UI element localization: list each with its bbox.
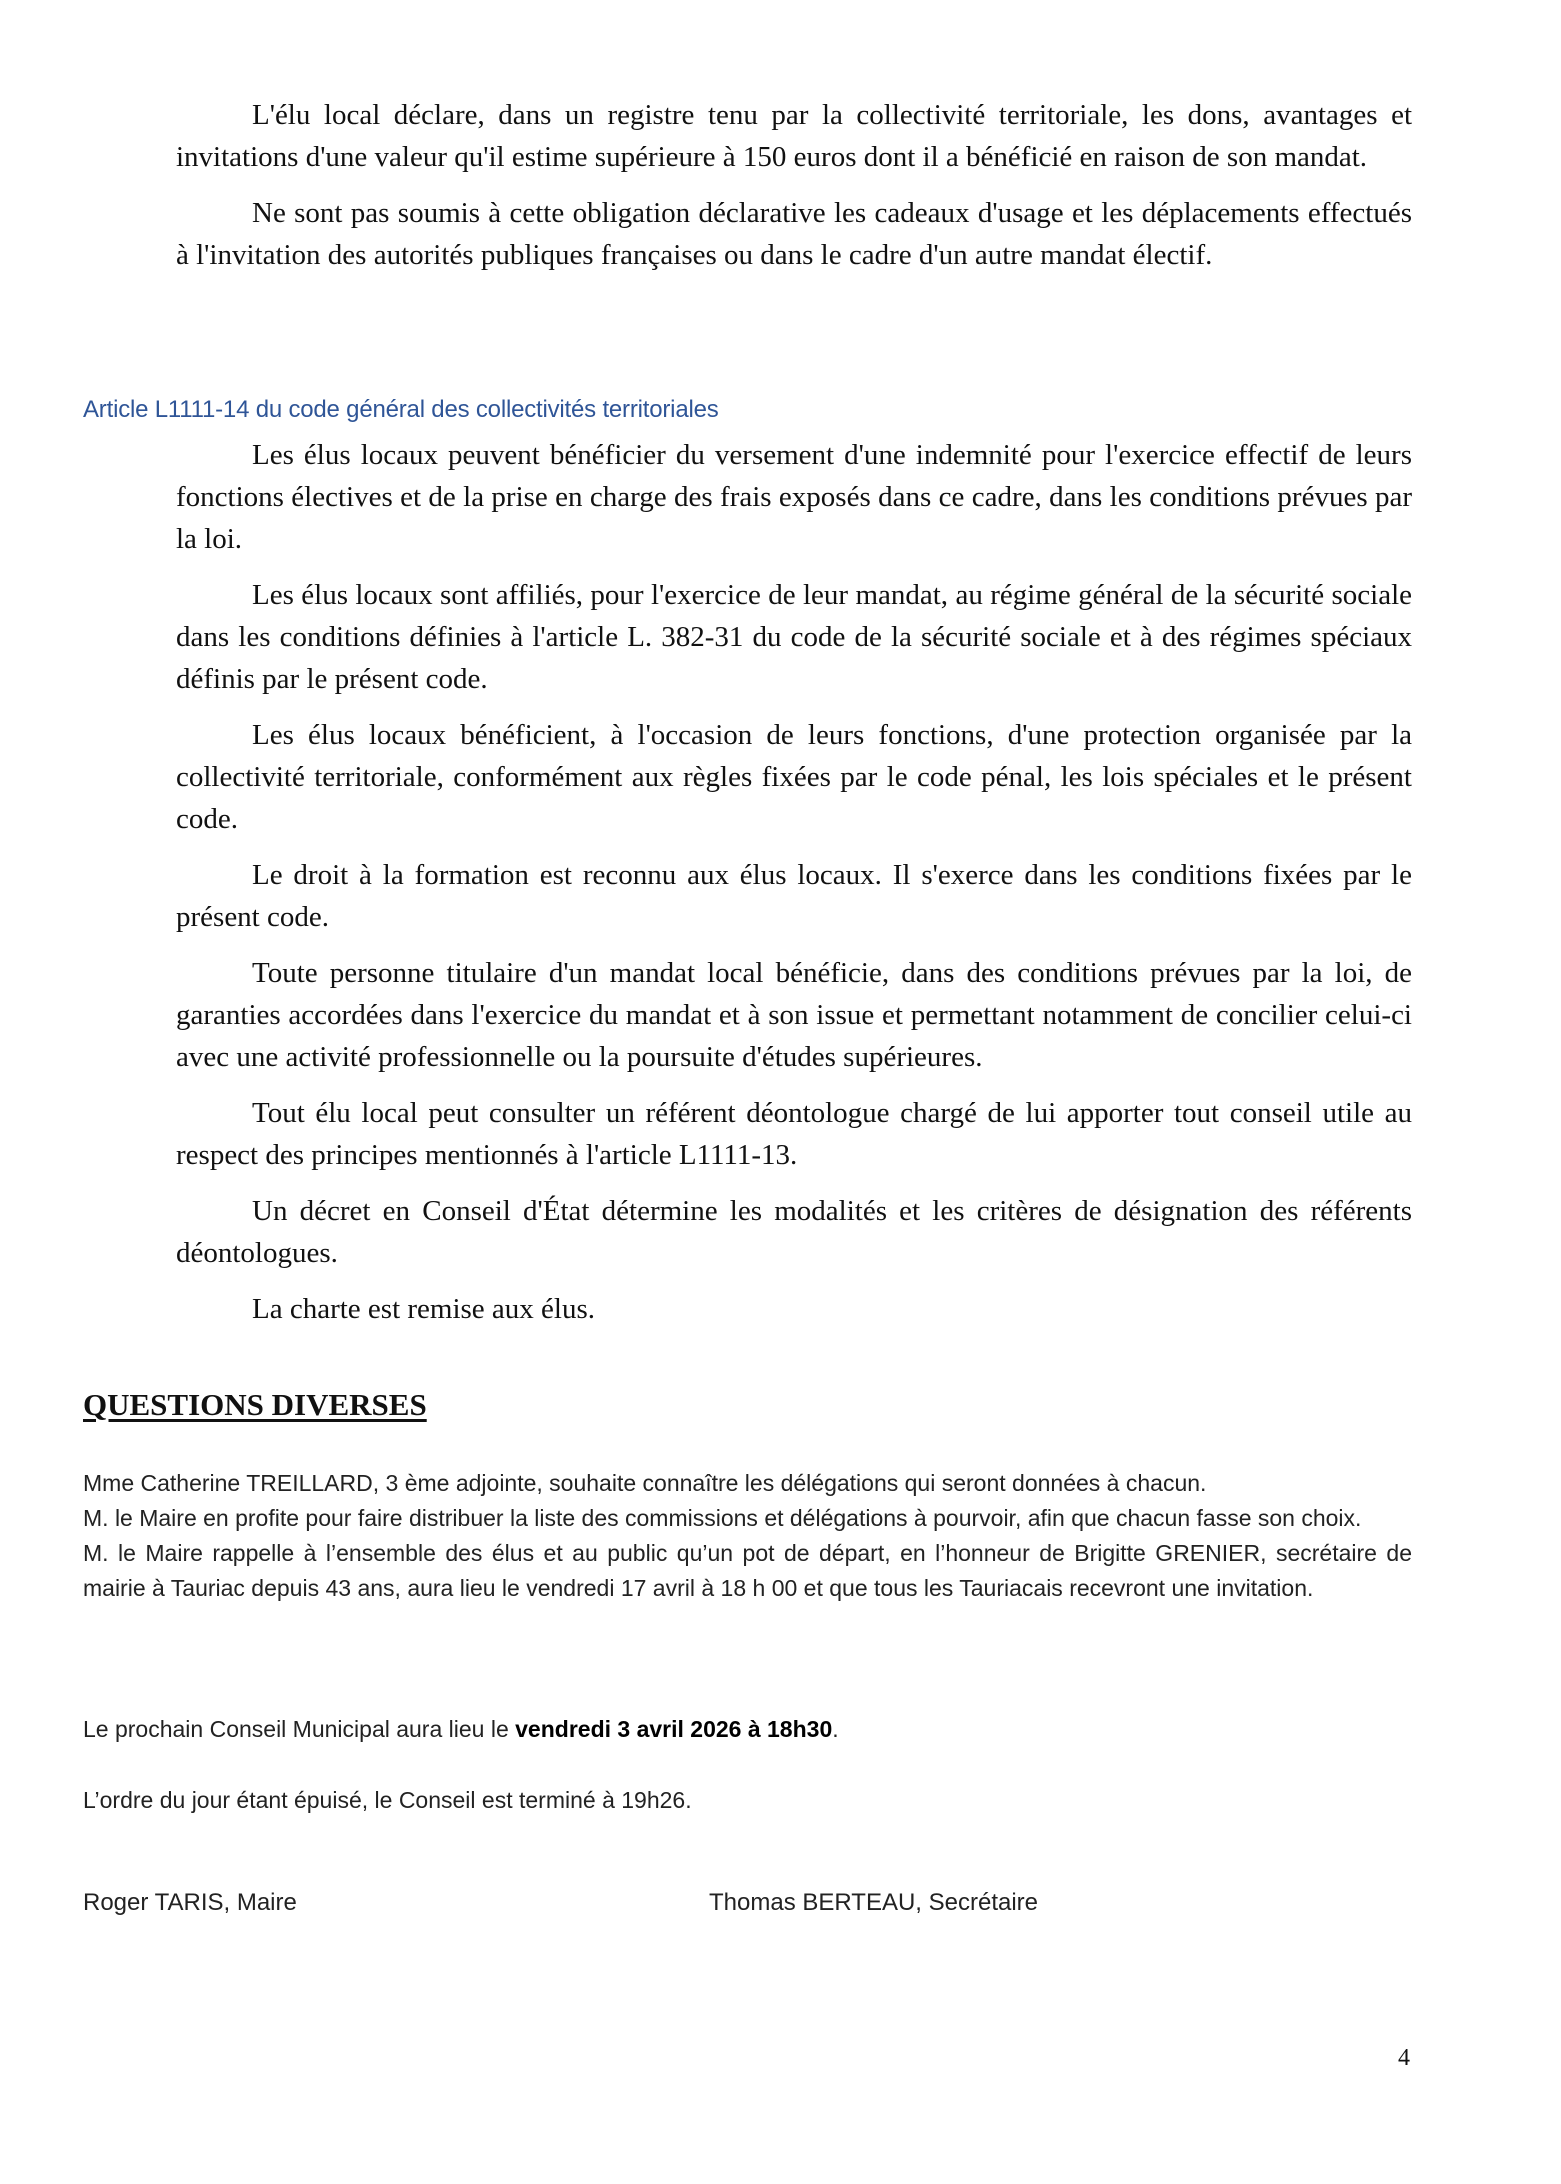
question-treillard: Mme Catherine TREILLARD, 3 ème adjointe, souhaite connaître les délégations qui seront données à chacun. (83, 1470, 1207, 1496)
article-heading: Article L1111-14 du code général des collectivités territoriales (83, 396, 719, 423)
paragraph-gifts-declaration: L'élu local déclare, dans un registre tenu par la collectivité territoriale, les dons, avantages et invitations d'une valeur qu'il estime supérieure à 150 euros dont il a bénéficié en raison de son mandat. (176, 99, 1412, 173)
next-meeting (83, 1712, 1412, 1747)
article-paragraphs (176, 434, 1412, 1330)
page-number: 4 (1398, 2045, 1410, 2071)
next-meeting-prefix: Le prochain Conseil Municipal aura lieu le (83, 1716, 516, 1742)
paragraph-decree: Un décret en Conseil d'État détermine les modalités et les critères de désignation des référents déontologues. (176, 1195, 1412, 1269)
question-farewell: M. le Maire rappelle à l’ensemble des élus et au public qu’un pot de départ, en l’honneur de Brigitte GRENIER, secrétaire de mairie à Tauriac depuis 43 ans, aura lieu le vendredi 17 avril à 18 h 00 et que tous les Tauriacais recevront une invitation. (83, 1540, 1412, 1601)
paragraph-exemptions: Ne sont pas soumis à cette obligation déclarative les cadeaux d'usage et les déplacements effectués à l'invitation des autorités publiques françaises ou dans le cadre d'un autre mandat électif. (176, 197, 1412, 271)
questions-title: QUESTIONS DIVERSES (83, 1387, 427, 1422)
paragraph-charter: La charte est remise aux élus. (252, 1293, 596, 1325)
questions-body (83, 1466, 1412, 1606)
signature-secretary: Thomas BERTEAU, Secrétaire (709, 1889, 1039, 1916)
paragraph-ethics-referent: Tout élu local peut consulter un référent déontologue chargé de lui apporter tout conseil utile au respect des principes mentionnés à l'article L1111-13. (176, 1097, 1412, 1171)
paragraph-guarantees: Toute personne titulaire d'un mandat local bénéficie, dans des conditions prévues par la loi, de garanties accordées dans l'exercice du mandat et à son issue et permettant notamment de concilier celui-ci avec une activité professionnelle ou la poursuite d'études supérieures. (176, 957, 1412, 1073)
question-commissions: M. le Maire en profite pour faire distribuer la liste des commissions et délégations à pourvoir, afin que chacun fasse son choix. (83, 1505, 1362, 1531)
closing-statement (83, 1783, 1412, 1818)
top-paragraphs (176, 94, 1412, 276)
next-meeting-date: vendredi 3 avril 2026 à 18h30 (515, 1716, 833, 1742)
next-meeting-suffix: . (832, 1716, 839, 1742)
paragraph-social-security: Les élus locaux sont affiliés, pour l'exercice de leur mandat, au régime général de la sécurité sociale dans les conditions définies à l'article L. 382-31 du code de la sécurité sociale et à des régimes spéciaux définis par le présent code. (176, 579, 1412, 695)
paragraph-protection: Les élus locaux bénéficient, à l'occasion de leurs fonctions, d'une protection organisée par la collectivité territoriale, conformément aux règles fixées par le code pénal, les lois spéciales et le présent code. (176, 719, 1412, 835)
signature-mayor: Roger TARIS, Maire (83, 1889, 297, 1916)
paragraph-indemnity: Les élus locaux peuvent bénéficier du versement d'une indemnité pour l'exercice effectif de leurs fonctions électives et de la prise en charge des frais exposés dans ce cadre, dans les conditions prévues par la loi. (176, 439, 1412, 555)
closing-text: L’ordre du jour étant épuisé, le Conseil est terminé à 19h26. (83, 1787, 692, 1813)
paragraph-training: Le droit à la formation est reconnu aux élus locaux. Il s'exerce dans les conditions fixées par le présent code. (176, 859, 1412, 933)
